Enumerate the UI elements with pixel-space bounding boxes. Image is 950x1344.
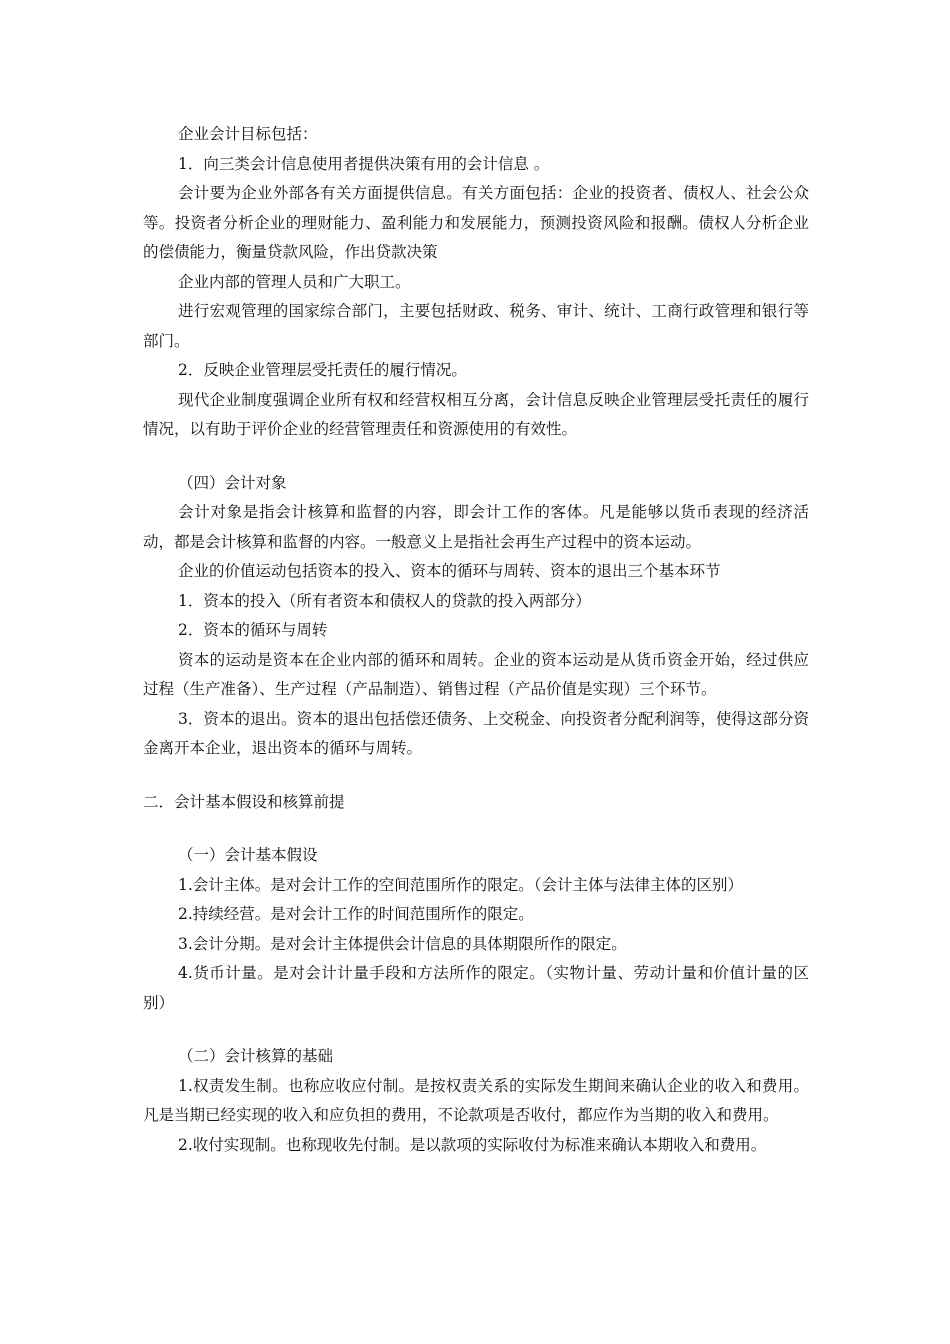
paragraph: 1.权责发生制。也称应收应付制。是按权责关系的实际发生期间来确认企业的收入和费用。凡是当期已经实现的收入和应负担的费用，不论款项是否收付，都应作为当期的收入和费用。: [143, 1076, 809, 1124]
paragraph: 1．资本的投入（所有者资本和债权人的贷款的投入两部分）: [178, 591, 591, 610]
paragraph: 3．资本的退出。资本的退出包括偿还债务、上交税金、向投资者分配利润等，使得这部分资金离开本企业，退出资本的循环与周转。: [143, 709, 809, 757]
paragraph: 资本的运动是资本在企业内部的循环和周转。企业的资本运动是从货币资金开始，经过供应过程（生产准备）、生产过程（产品制造）、销售过程（产品价值是实现）三个环节。: [143, 650, 809, 698]
paragraph: 会计对象是指会计核算和监督的内容，即会计工作的客体。凡是能够以货币表现的经济活动，都是会计核算和监督的内容。一般意义上是指社会再生产过程中的资本运动。: [143, 503, 809, 551]
paragraph: 2．资本的循环与周转: [178, 621, 328, 639]
paragraph: （二）会计核算的基础: [178, 1047, 334, 1065]
paragraph: 4.货币计量。是对会计计量手段和方法所作的限定。（实物计量、劳动计量和价值计量的区别）: [143, 964, 809, 1012]
paragraph: 企业内部的管理人员和广大职工。: [178, 272, 411, 291]
paragraph: 企业会计目标包括：: [178, 125, 318, 143]
paragraph: 会计要为企业外部各有关方面提供信息。有关方面包括：企业的投资者、债权人、社会公众等。投资者分析企业的理财能力、盈利能力和发展能力，预测投资风险和报酬。债权人分析企业的偿债能力，衡量贷款风险，作出贷款决策: [143, 184, 809, 261]
paragraph: 3.会计分期。是对会计主体提供会计信息的具体期限所作的限定。: [178, 934, 627, 953]
paragraph-spacer: [143, 764, 809, 788]
paragraph-spacer: [143, 445, 809, 469]
paragraph-spacer: [143, 817, 809, 841]
paragraph: 2.持续经营。是对会计工作的时间范围所作的限定。: [178, 905, 534, 923]
paragraph: 企业的价值运动包括资本的投入、资本的循环与周转、资本的退出三个基本环节: [178, 562, 721, 580]
paragraph: 2.收付实现制。也称现收先付制。是以款项的实际收付为标准来确认本期收入和费用。: [178, 1135, 767, 1154]
paragraph: 2．反映企业管理层受托责任的履行情况。: [178, 361, 467, 379]
paragraph: 二．会计基本假设和核算前提: [143, 792, 345, 811]
paragraph-spacer: [143, 1018, 809, 1042]
paragraph: 1.会计主体。是对会计工作的空间范围所作的限定。（会计主体与法律主体的区别）: [178, 875, 744, 894]
document-body: [143, 120, 809, 1160]
paragraph: （四）会计对象: [178, 473, 287, 492]
paragraph: 进行宏观管理的国家综合部门，主要包括财政、税务、审计、统计、工商行政管理和银行等部门。: [143, 302, 809, 350]
paragraph: 现代企业制度强调企业所有权和经营权相互分离，会计信息反映企业管理层受托责任的履行情况，以有助于评价企业的经营管理责任和资源使用的有效性。: [143, 390, 809, 438]
paragraph: （一）会计基本假设: [178, 846, 318, 864]
paragraph: 1．向三类会计信息使用者提供决策有用的会计信息 。: [178, 154, 550, 173]
